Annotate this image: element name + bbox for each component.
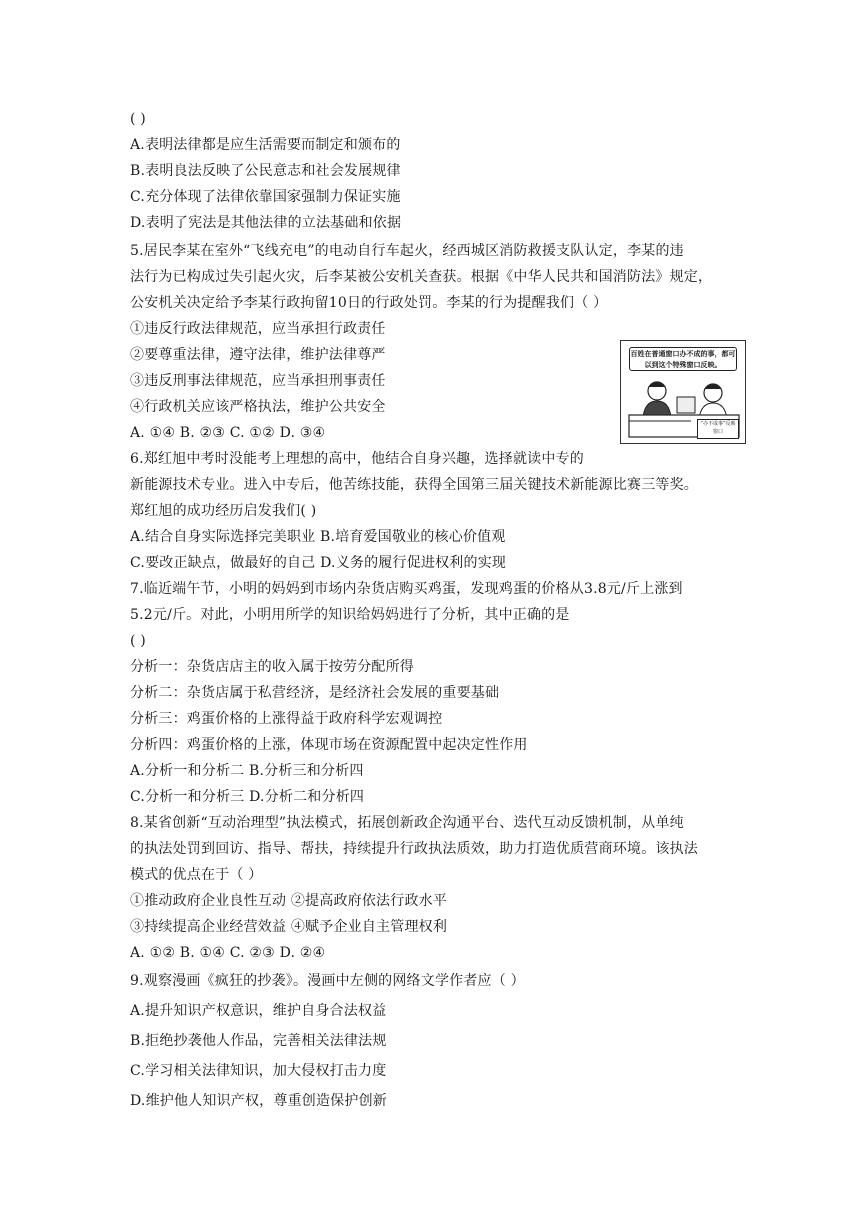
answer-bracket: ( )	[130, 111, 146, 127]
answer-bracket: ( )	[130, 633, 146, 649]
q6-options-cd: C.要改正缺点，做最好的自己 D.义务的履行促进权利的实现	[130, 555, 507, 571]
q7-analysis-4: 分析四：鸡蛋价格的上涨，体现市场在资源配置中起决定性作用	[130, 737, 528, 753]
q6-stem-line2: 新能源技术专业。进入中专后，他苦练技能，获得全国第三届关键技术新能源比赛三等奖。	[130, 477, 698, 493]
q6-options-ab: A.结合自身实际选择完美职业 B.培育爱国敬业的核心价值观	[130, 529, 506, 545]
q5-choices: A. ①④ B. ②③ C. ①② D. ③④	[130, 425, 326, 441]
q7-analysis-2: 分析二：杂货店属于私营经济，是经济社会发展的重要基础	[130, 685, 500, 701]
cartoon-window-sign: “办不成事”反映窗口	[697, 419, 739, 439]
q4-option-d: D.表明了宪法是其他法律的立法基础和依据	[130, 215, 402, 231]
q8-choices: A. ①② B. ①④ C. ②③ D. ②④	[130, 945, 326, 961]
q9-option-d: D.维护他人知识产权，尊重创造保护创新	[130, 1093, 387, 1109]
q9-option-b: B.拒绝抄袭他人作品，完善相关法律法规	[130, 1033, 387, 1049]
q7-analysis-1: 分析一：杂货店店主的收入属于按劳分配所得	[130, 659, 414, 675]
cartoon-speech-bubble: 百姓在普通窗口办不成的事，都可以到这个特殊窗口反映。	[629, 347, 737, 371]
q7-analysis-3: 分析三：鸡蛋价格的上涨得益于政府科学宏观调控	[130, 711, 443, 727]
q5-item-4: ④行政机关应该严格执法，维护公共安全	[130, 399, 386, 415]
q6-stem-line3: 郑红旭的成功经历启发我们( )	[130, 503, 317, 519]
q4-option-a: A.表明法律都是应生活需要而制定和颁布的	[130, 137, 401, 153]
q5-stem-line1: 5.居民李某在室外“飞线充电”的电动自行车起火，经西城区消防救援支队认定，李某的违	[130, 243, 684, 259]
q4-option-b: B.表明良法反映了公民意志和社会发展规律	[130, 163, 401, 179]
q9-stem: 9.观察漫画《疯狂的抄袭》。漫画中左侧的网络文学作者应（ ）	[130, 973, 525, 989]
q6-stem-line1: 6.郑红旭中考时没能考上理想的高中，他结合自身兴趣，选择就读中专的	[130, 451, 584, 467]
q8-stem-line1: 8.某省创新“互动治理型”执法模式，拓展创新政企沟通平台、迭代互动反馈机制，从单纯	[130, 815, 684, 831]
q9-option-c: C.学习相关法律知识，加大侵权打击力度	[130, 1063, 387, 1079]
q7-stem-line2: 5.2元/斤。对此，小明用所学的知识给妈妈进行了分析，其中正确的是	[130, 607, 570, 623]
q8-stem-line3: 模式的优点在于（ ）	[130, 867, 263, 883]
q7-options-ab: A.分析一和分析二 B.分析三和分析四	[130, 763, 364, 779]
q7-stem-line1: 7.临近端午节，小明的妈妈到市场内杂货店购买鸡蛋，发现鸡蛋的价格从3.8元/斤上涨到	[130, 581, 683, 597]
q5-stem-line3: 公安机关决定给予李某行政拘留10日的行政处罚。李某的行为提醒我们（ ）	[130, 295, 608, 311]
q9-option-a: A.提升知识产权意识，维护自身合法权益	[130, 1003, 387, 1019]
q8-stem-line2: 的执法处罚到回访、指导、帮扶，持续提升行政执法质效，助力打造优质营商环境。该执法	[130, 841, 698, 857]
q5-stem-line2: 法行为已构成过失引起火灾，后李某被公安机关查获。根据《中华人民共和国消防法》规定，	[130, 269, 713, 285]
q5-item-3: ③违反刑事法律规范，应当承担刑事责任	[130, 373, 386, 389]
q8-items-12: ①推动政府企业良性互动 ②提高政府依法行政水平	[130, 893, 448, 909]
q5-item-1: ①违反行政法律规范，应当承担行政责任	[130, 321, 386, 337]
cartoon-image	[620, 340, 746, 444]
q5-item-2: ②要尊重法律，遵守法律，维护法律尊严	[130, 347, 386, 363]
q4-option-c: C.充分体现了法律依靠国家强制力保证实施	[130, 189, 401, 205]
q7-options-cd: C.分析一和分析三 D.分析二和分析四	[130, 789, 365, 805]
q8-items-34: ③持续提高企业经营效益 ④赋予企业自主管理权利	[130, 919, 448, 935]
